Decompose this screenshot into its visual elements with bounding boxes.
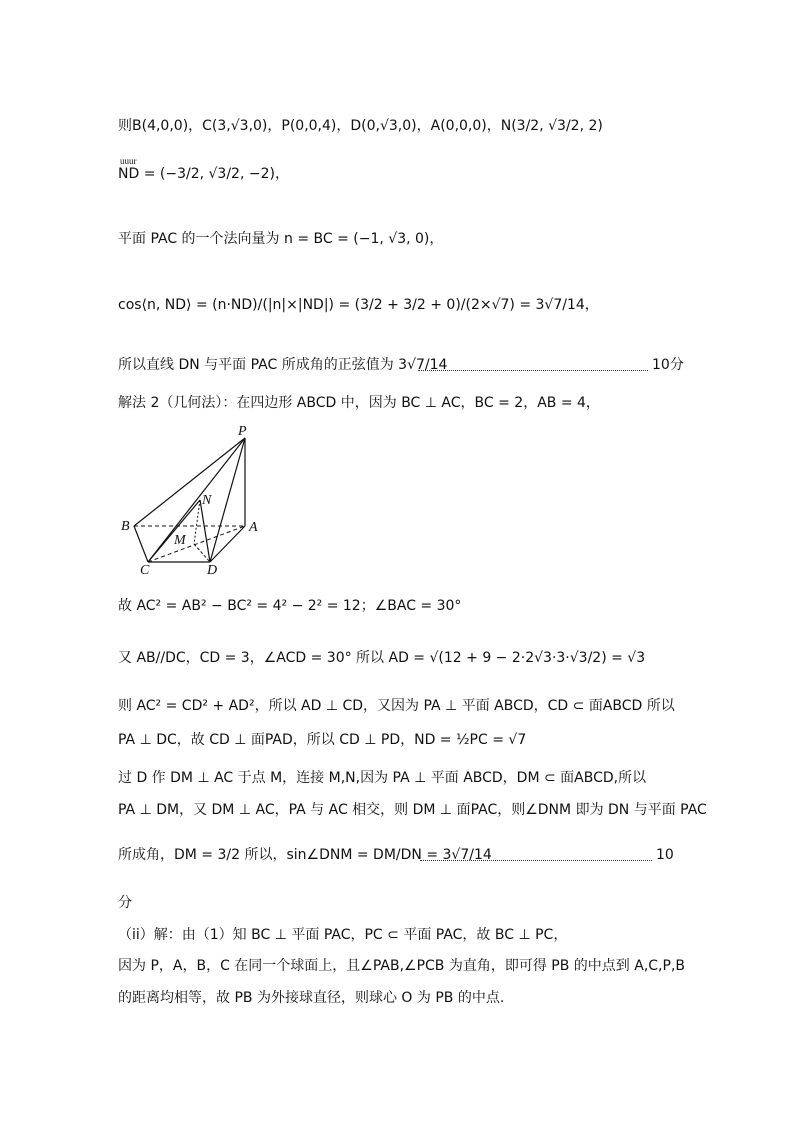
method-2-heading: 解法 2（几何法）：在四边形 ABCD 中，因为 BC ⊥ AC，BC = 2，AB = 4， (118, 395, 600, 411)
score-unit: 分 (118, 895, 132, 911)
label-C: C (140, 563, 150, 578)
ad-length-line: 又 AB//DC，CD = 3，∠ACD = 30° 所以 AD = √(12 + 9 − 2·2√3·3·√3/2) = √3 (118, 650, 646, 666)
cosine-line: cos⟨n, ND⟩ = (n·ND)/(|n|×|ND|) = (3/2 + 3/2 + 0)/(2×√7) = 3√7/14， (118, 297, 599, 313)
edge-BC (134, 526, 148, 562)
perpendicular-line-2: PA ⊥ DC，故 CD ⊥ 面PAD，所以 CD ⊥ PD，ND = ½PC = √7 (118, 732, 527, 748)
label-B: B (121, 519, 130, 534)
label-M: M (174, 533, 186, 548)
score-leader-dots-2 (420, 860, 652, 861)
score-leader-dots (418, 370, 648, 371)
edge-PC (148, 438, 245, 562)
sine-result-line: 所以直线 DN 与平面 PAC 所成角的正弦值为 3√7/14 (118, 357, 448, 373)
score-mark-2: 10 (656, 847, 674, 863)
coords-line: 则B(4,0,0)，C(3,√3,0)，P(0,0,4)，D(0,√3,0)，A(0,0,0)，N(3/2, √3/2, 2) (118, 118, 603, 134)
construct-dm-line: 过 D 作 DM ⊥ AC 于点 M，连接 M,N,因为 PA ⊥ 平面 ABCD，DM ⊂ 面ABCD,所以 (118, 770, 647, 786)
vector-arrow-glyph: uuur (120, 156, 137, 166)
normal-vector-line: 平面 PAC 的一个法向量为 n = BC = (−1, √3, 0)， (118, 231, 444, 247)
nd-vector-line: uuur ND = (−3/2, √3/2, −2)， (118, 156, 289, 182)
label-P: P (238, 424, 247, 439)
sin-dnm-line: 所成角，DM = 3/2 所以，sin∠DNM = DM/DN = 3√7/14 (118, 847, 492, 863)
ac-squared-line: 故 AC² = AB² − BC² = 4² − 2² = 12；∠BAC = 30° (118, 598, 462, 614)
label-A: A (249, 520, 258, 535)
label-N: N (202, 493, 212, 508)
part-ii-line: （ii）解：由（1）知 BC ⊥ 平面 PAC，PC ⊂ 平面 PAC，故 BC ⊥ PC， (118, 927, 568, 943)
score-mark: 10分 (652, 357, 684, 373)
dm-perp-plane-line: PA ⊥ DM，又 DM ⊥ AC，PA 与 AC 相交，则 DM ⊥ 面PAC，则∠DNM 即为 DN 与平面 PAC (118, 802, 707, 818)
label-D: D (207, 563, 218, 578)
sphere-line-2: 的距离均相等，故 PB 为外接球直径，则球心 O 为 PB 的中点. (118, 990, 505, 1006)
pyramid-figure (112, 420, 272, 578)
sphere-line-1: 因为 P，A，B，C 在同一个球面上，且∠PAB,∠PCB 为直角，即可得 PB 的中点到 A,C,P,B (118, 958, 685, 974)
perpendicular-line-1: 则 AC² = CD² + AD²，所以 AD ⊥ CD，又因为 PA ⊥ 平面 ABCD，CD ⊂ 面ABCD 所以 (118, 698, 675, 714)
